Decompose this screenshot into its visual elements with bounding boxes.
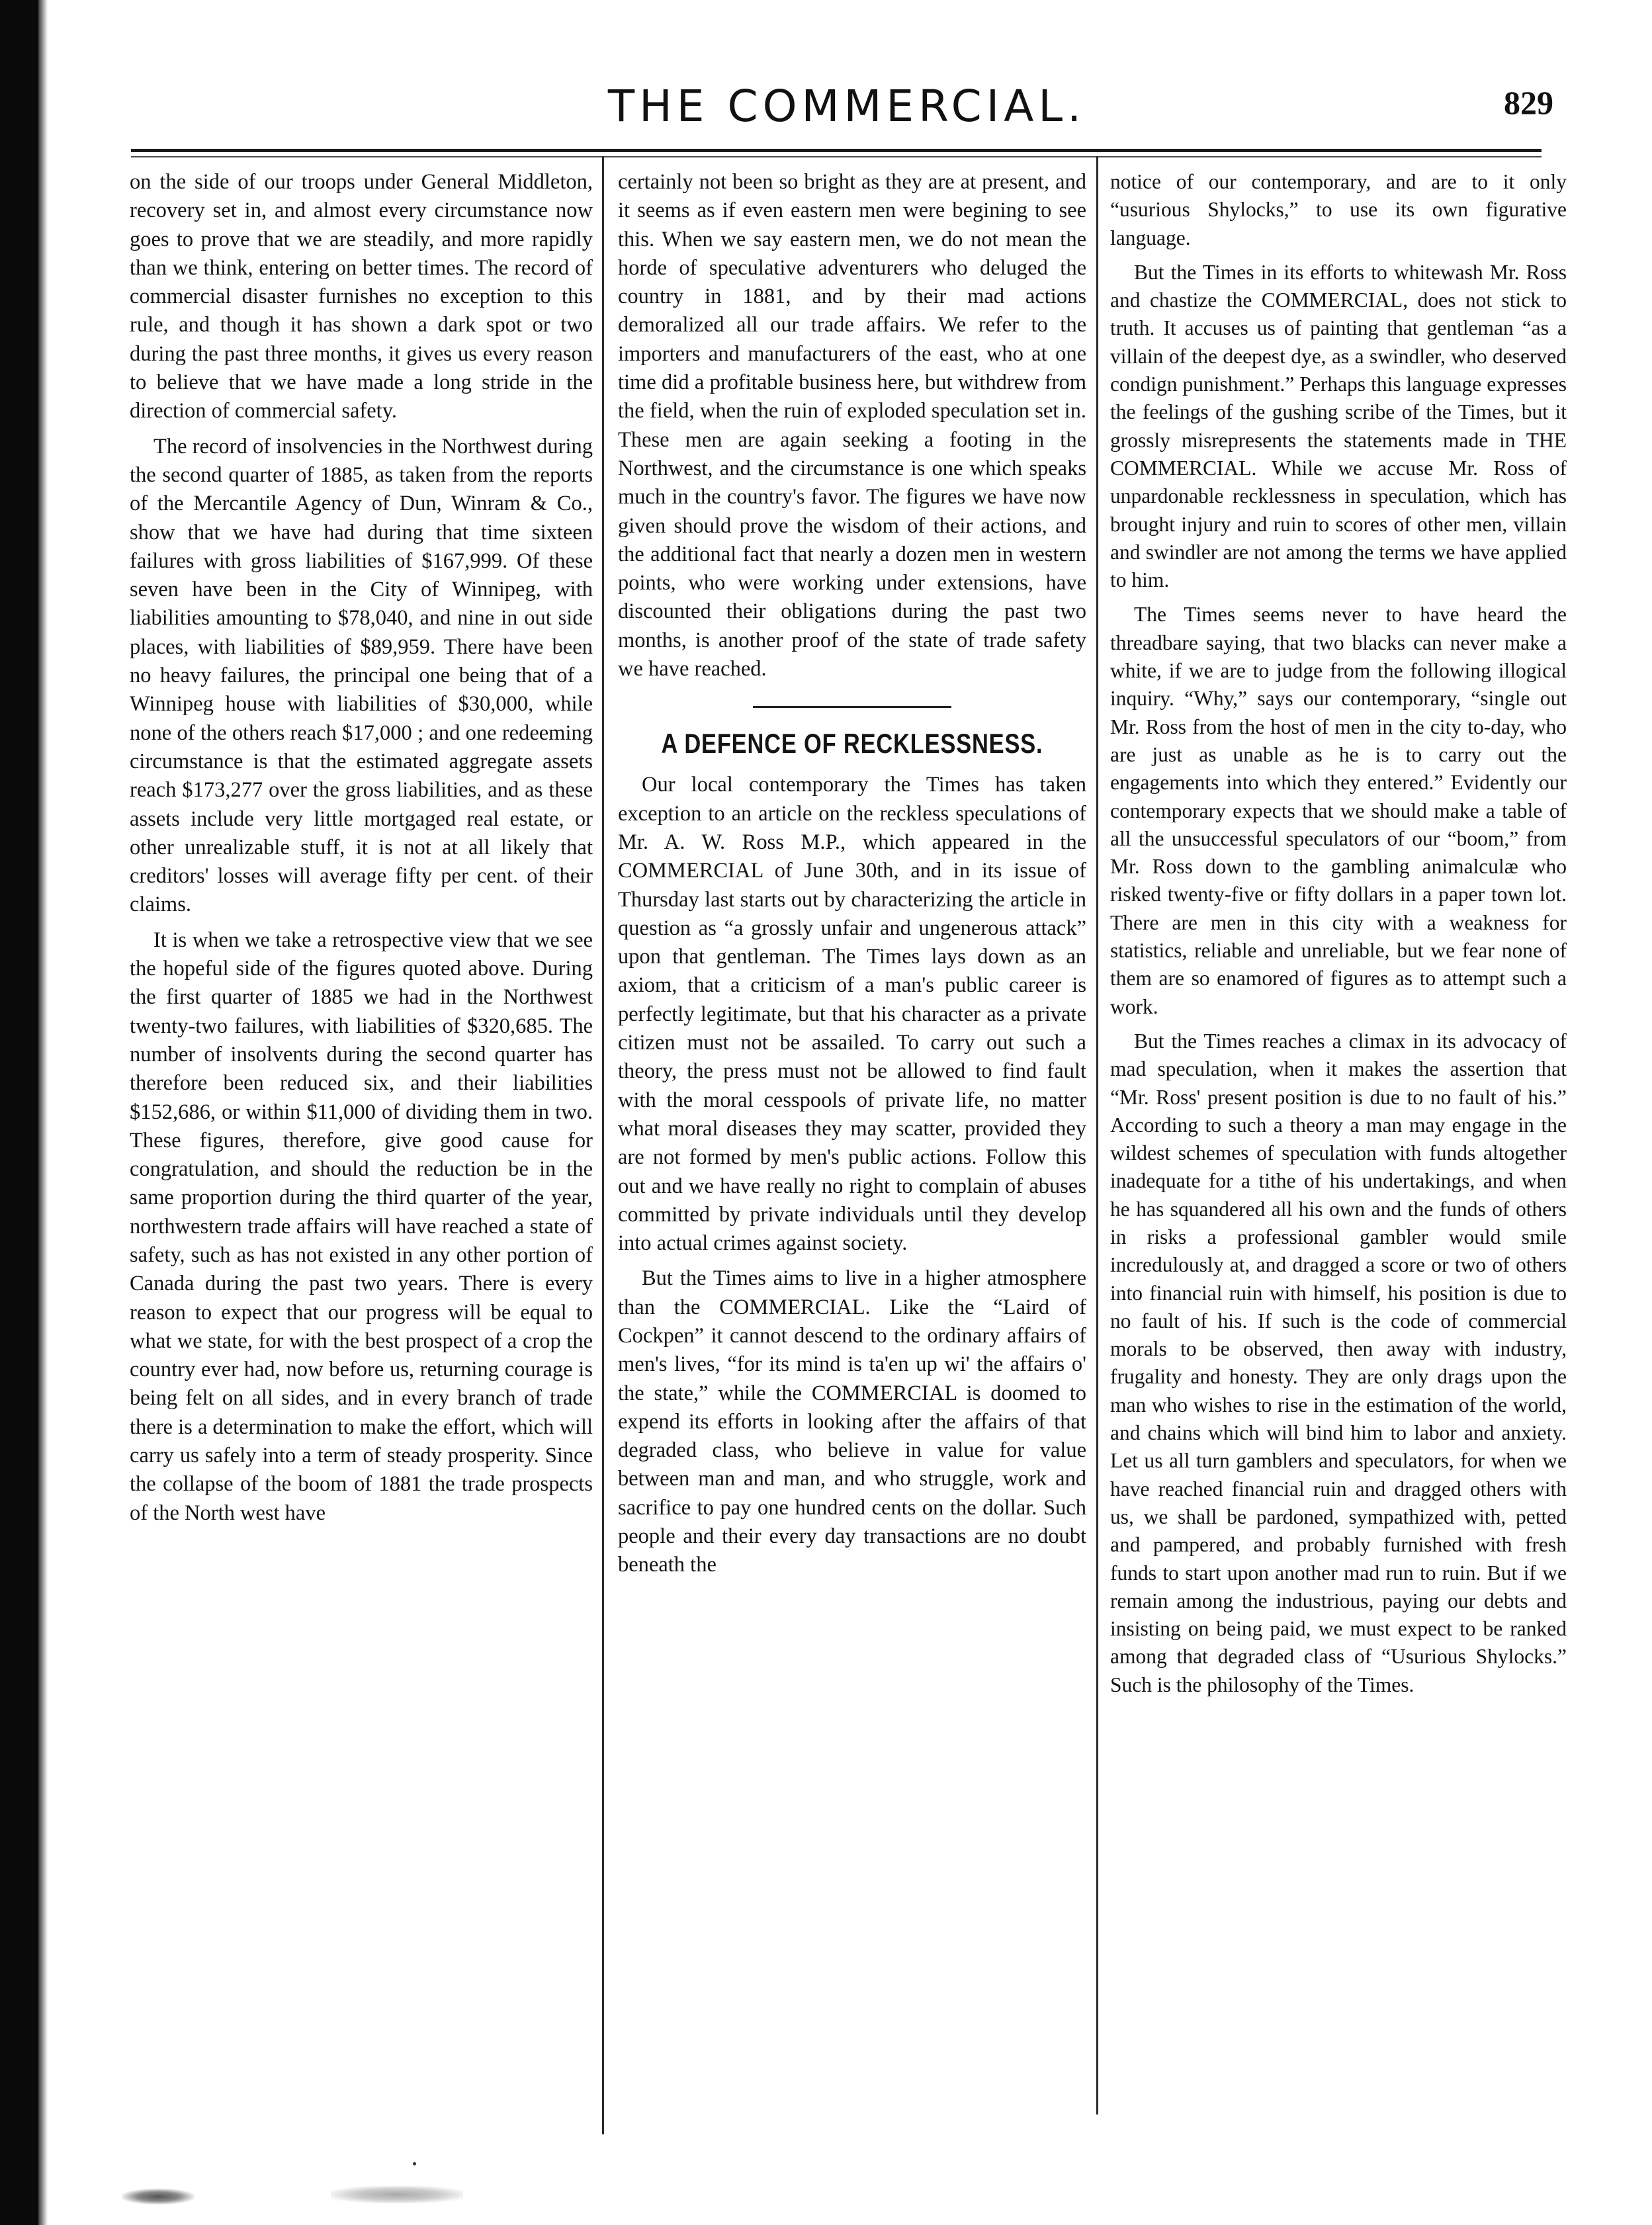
column-2 [618,168,1086,2160]
col2-paragraph: But the Times aims to live in a higher atmosphere than the COMMERCIAL. Like the “Laird of Cockpen” it cannot descend to the ordinary affairs of men's lives, “for its mind is ta'en up wi' the affairs o' the state,” while the COMMERCIAL is doomed to expend its efforts in looking after the affairs of that degraded class, who believe in value for value between man and man, and who struggle, work and sacrifice to pay one hundred cents on the dollar. Such people and their every day transactions are no doubt beneath the [618,1266,1086,1577]
col1-paragraph: It is when we take a retrospective view that we see the hopeful side of the figures quoted above. During the first quarter of 1885 we had in the Northwest twenty-two failures, with liabilities of $320,685. The number of insolvents during the second quarter has therefore been reduced six, and their liabilities $152,686, or within $11,000 of dividing them in two. These figures, therefore, give good cause for congratulation, and should the reduction be in the same proportion during the third quarter of the year, northwestern trade affairs will have reached a state of safety, such as has not existed in any other portion of Canada during the past two years. There is every reason to expect that our progress will be equal to what we state, for with the best prospect of a crop the country ever had, now before us, returning courage is being felt on all sides, and in every branch of trade there is a determination to make the effort, which will carry us safely into a term of steady prosperity. Since the collapse of the boom of 1881 the trade prospects of the North west have [130,928,593,1525]
section-rule [753,706,951,708]
scan-smudge [331,2186,463,2203]
masthead: THE COMMERCIAL. [607,81,1086,132]
column-3 [1110,168,1567,2160]
column-divider-left [602,156,604,2134]
col1-paragraph: The record of insolvencies in the Northwest during the second quarter of 1885, as taken from the reports of the Mercantile Agency of Dun, Winram & Co., show that we have had during that time sixteen failures with gross liabilities of $167,999. Of these seven have been in the City of Winnipeg, with liabilities amounting to $78,040, and nine in out side places, with liabilities of $89,959. There have been no heavy failures, the principal one being that of a Winnipeg house with liabilities of $30,000, while none of the others reach $17,000 ; and one redeeming circumstance is that the estimated aggregate assets reach $173,277 over the gross liabilities, and as these assets include very little mortgaged real estate, or other unrealizable stuff, it is not at all likely that creditors' losses will average fifty per cent. of their claims. [130,434,593,917]
article-headline: A DEFENCE OF RECKLESSNESS. [661,728,1043,760]
column-divider-right [1096,156,1098,2115]
header-rule-thin [131,156,1542,157]
scan-smudge [122,2189,195,2204]
column-1 [130,168,593,2160]
col3-paragraph: But the Times reaches a climax in its advocacy of mad speculation, when it makes the assertion that “Mr. Ross' present position is due to no fault of his.” According to such a theory a man may engage in the wildest schemes of speculation with funds altogether inadequate for a tithe of his undertakings, and when he has squandered all his own and the funds of others in risks a professional gambler would smile incredulously at, and dragged a score or two of others into financial ruin with himself, his position is due to no fault of his. If such is the code of commercial morals to be observed, then away with industry, frugality and honesty. They are only drags upon the man who wishes to rise in the estimation of the world, and chains which will bind him to labor and anxiety. Let us all turn gamblers and speculators, for when we have reached financial ruin and dragged others with us, we shall be pardoned, sympathized with, petted and pampered, and probably furnished with fresh funds to start upon another mad run to ruin. But if we remain among the industrious, paying our debts and insisting on being paid, we must expect to be ranked among that degraded class of “Usurious Shylocks.” Such is the philosophy of the Times. [1110,1029,1567,1696]
page-binding-edge [0,0,38,2225]
col3-paragraph: notice of our contemporary, and are to it only “usurious Shylocks,” to use its own figurative language. [1110,170,1567,249]
section-divider [618,690,1086,726]
col3-paragraph: But the Times in its efforts to whitewash Mr. Ross and chastize the COMMERCIAL, does not stick to truth. It accuses us of painting that gentleman “as a villain of the deepest dye, as a swindler, who deserved condign punishment.” Perhaps this language expresses the feelings of the gushing scribe of the Times, but it grossly misrepresents the statements made in THE COMMERCIAL. While we accuse Mr. Ross of unpardonable recklessness in speculation, which has brought injury and ruin to scores of other men, villain and swindler are not among the terms we have applied to him. [1110,260,1567,592]
page-number: 829 [1504,84,1553,121]
scan-speck [413,2162,416,2165]
col2-paragraph: certainly not been so bright as they are at present, and it seems as if even eastern men were begining to see this. When we say eastern men, we do not mean the horde of speculative adventurers who deluged the country in 1881, and by their mad actions demoralized all our trade affairs. We refer to the importers and manufacturers of the east, who at one time did a profitable business here, but withdrew from the field, when the ruin of exploded speculation set in. These men are again seeking a footing in the Northwest, and the circumstance is one which speaks much in the country's favor. The figures we have now given should prove the wisdom of their actions, and the additional fact that nearly a dozen men in western points, who were working under extensions, have discounted their obligations during the past two months, is another proof of the state of trade safety we have reached. [618,170,1086,681]
col1-paragraph: on the side of our troops under General Middleton, recovery set in, and almost every circumstance now goes to prove that we are steadily, and more rapidly than we think, entering on better times. The record of commercial disaster furnishes no exception to this rule, and though it has shown a dark spot or two during the past three months, it gives us every reason to believe that we have made a long stride in the direction of commercial safety. [130,170,593,423]
col3-paragraph: The Times seems never to have heard the threadbare saying, that two blacks can never make a white, if we are to judge from the following illogical inquiry. “Why,” says our contemporary, “single out Mr. Ross from the host of men in the city to-day, who are just as unable as he is to carry out the engagements into which they entered.” Evidently our contemporary expects that we should make a table of all the unsuccessful speculators of our “boom,” from Mr. Ross down to the gambling animalculæ who risked twenty-five or fifty dollars in a paper town lot. There are men in this city with a weakness for statistics, reliable and unreliable, but we fear none of them are so enamored of figures as to attempt such a work. [1110,603,1567,1018]
col2-paragraph: Our local contemporary the Times has taken exception to an article on the reckless speculations of Mr. A. W. Ross M.P., which appeared in the COMMERCIAL of June 30th, and in its issue of Thursday last starts out by characterizing the article in question as “a grossly unfair and ungenerous attack” upon that gentleman. The Times lays down as an axiom, that a criticism of a man's public career is perfectly legitimate, but that his character as a private citizen must not be assailed. To carry out such a theory, the press must not be allowed to find fault with the moral cesspools of private life, no matter what moral diseases they may scatter, provided they are not formed by men's public actions. Follow this out and we have really no right to complain of abuses committed by private individuals until they develop into actual crimes against society. [618,773,1086,1256]
header-rule-thick [131,149,1542,152]
